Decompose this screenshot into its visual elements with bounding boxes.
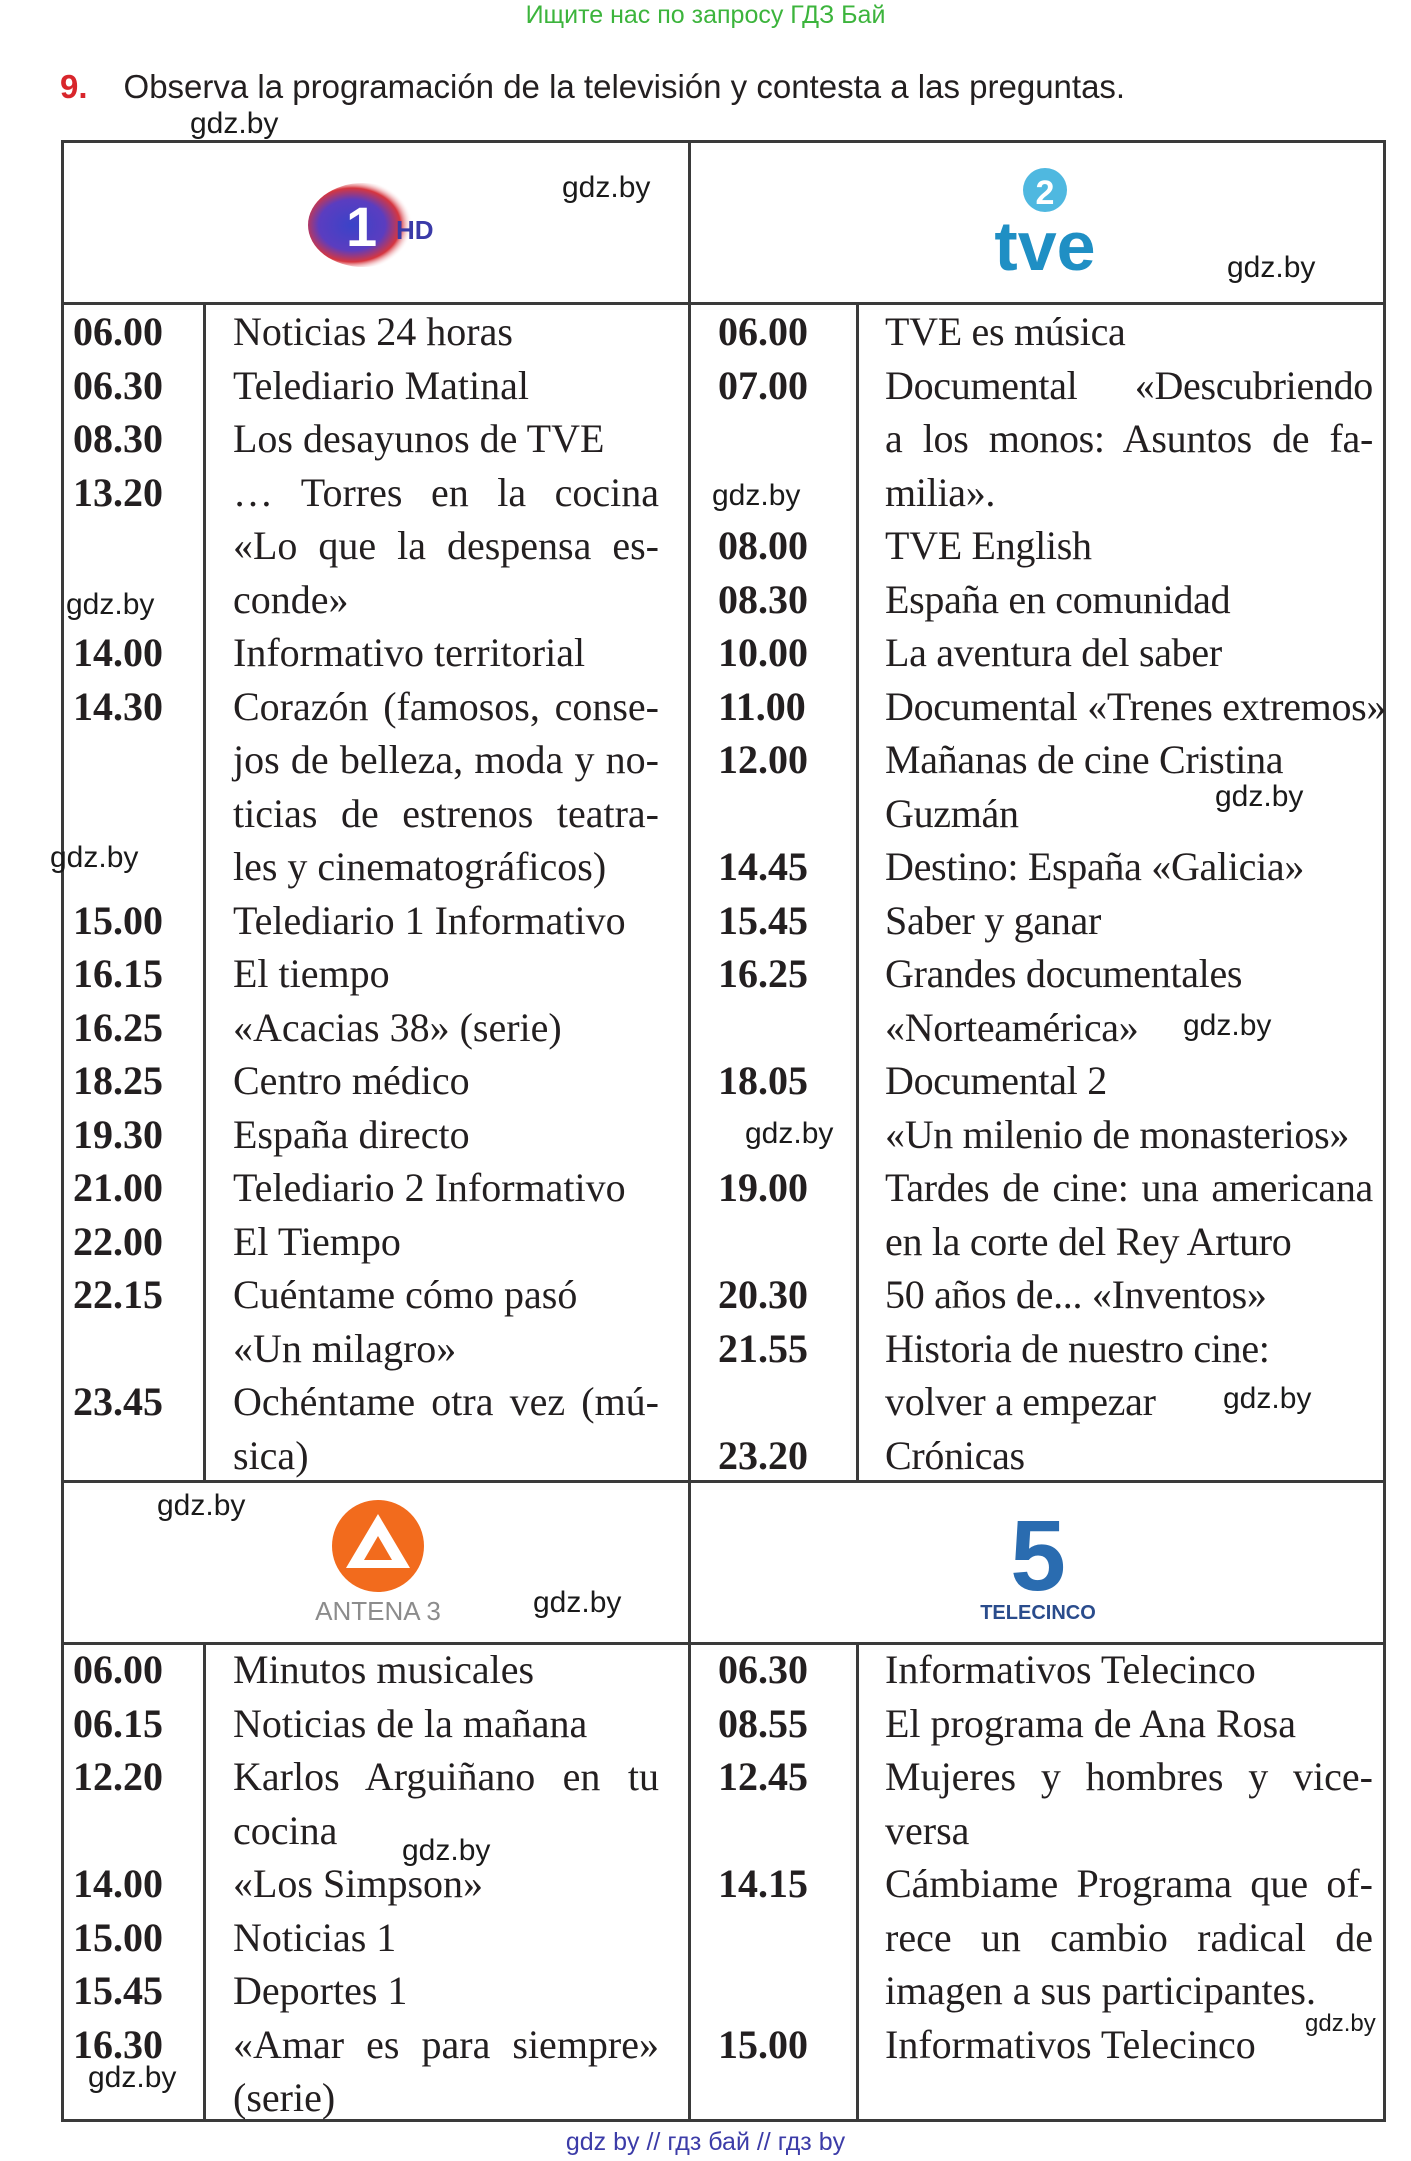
watermark-10: gdz.by (1223, 1382, 1312, 1415)
program-line: (serie) (233, 2075, 336, 2120)
telecinco-times (718, 1643, 848, 2071)
program-line: Karlos Arguiñano en tu (233, 1754, 659, 1799)
program-line: Informativo territorial (233, 630, 586, 675)
telecinco-logo-text: TELECINCO (980, 1602, 1096, 1624)
time-slot: 15.00 (73, 1914, 163, 1960)
program-line: Cámbiame Programa que of- (885, 1861, 1373, 1906)
program-line: Grandes documentales (885, 951, 1243, 996)
time-slot: 13.20 (73, 469, 163, 515)
program-line: España en comunidad (885, 576, 1231, 622)
program-line: ticias de estrenos teatra- (233, 790, 659, 836)
program-line: «Acacias 38» (serie) (233, 1004, 562, 1050)
time-divider-right-top (856, 302, 859, 1483)
time-slot: 18.25 (73, 1058, 163, 1103)
time-slot: 16.30 (73, 2021, 163, 2067)
program-line: Los desayunos de TVE (233, 416, 605, 461)
program-line: TVE English (885, 523, 1092, 568)
program-line: rece un cambio radical de (885, 1914, 1373, 1960)
la2-tve-logo (985, 160, 1105, 280)
program-line: Ochéntame otra vez (mú- (233, 1379, 659, 1424)
time-slot: 08.55 (718, 1700, 808, 1746)
watermark-8: gdz.by (1183, 1009, 1272, 1042)
la1-logo-number: 1 (346, 195, 378, 258)
watermark-11: gdz.by (157, 1489, 246, 1522)
program-line: Telediario 1 Informativo (233, 897, 626, 943)
telecinco-logo-number: 5 (1010, 1505, 1066, 1612)
program-line: conde» (233, 576, 349, 622)
time-slot: 12.00 (718, 737, 808, 782)
program-line: Telediario Matinal (233, 362, 529, 408)
watermark-5: gdz.by (66, 588, 155, 621)
program-line: «Los Simpson» (233, 1861, 484, 1906)
time-slot (718, 412, 848, 466)
program-line: Guzmán (885, 790, 1019, 836)
watermark-7: gdz.by (50, 841, 139, 874)
time-slot: 06.00 (73, 1647, 163, 1692)
time-slot (718, 1804, 848, 1858)
program-line: El Tiempo (233, 1218, 401, 1264)
time-slot: 19.30 (73, 1111, 163, 1157)
watermark-4: gdz.by (712, 479, 801, 512)
time-divider-left-bottom (203, 1645, 206, 2122)
time-slot: 22.00 (73, 1218, 163, 1264)
program-line: cocina (233, 1807, 338, 1853)
program-line: Crónicas (885, 1432, 1025, 1478)
program-line: Mujeres y hombres y vice- (885, 1754, 1373, 1799)
time-slot: 12.20 (73, 1754, 163, 1799)
program-line: … Torres en la cocina (233, 469, 659, 515)
la1-logo-hd: HD (396, 215, 434, 245)
telecinco-logo-graphic (975, 1505, 1115, 1630)
time-slot (73, 519, 201, 573)
time-slot (718, 1911, 848, 1965)
program-line: jos de belleza, moda y no- (233, 737, 659, 782)
time-slot: 14.00 (73, 630, 163, 675)
time-slot: 15.45 (73, 1968, 163, 2013)
program-line: Deportes 1 (233, 1968, 408, 2013)
program-line: Informativos Telecinco (885, 2021, 1256, 2067)
program-line: Minutos musicales (233, 1647, 535, 1692)
time-slot: 08.30 (73, 416, 163, 461)
program-line: España directo (233, 1111, 470, 1157)
program-line: «Lo que la despensa es- (233, 523, 659, 568)
telecinco-logo (975, 1505, 1115, 1630)
time-slot (73, 1322, 201, 1376)
program-line: les y cinematográficos) (233, 844, 607, 889)
program-line: volver a empezar (885, 1379, 1156, 1424)
time-slot: 15.00 (718, 2021, 808, 2067)
watermark-13: gdz.by (402, 1834, 491, 1867)
program-line: Centro médico (233, 1058, 470, 1103)
program-line: «Un milagro» (233, 1325, 457, 1371)
time-slot: 14.30 (73, 683, 163, 729)
watermark-12: gdz.by (533, 1586, 622, 1619)
time-slot: 23.45 (73, 1379, 163, 1424)
time-slot (718, 1215, 848, 1269)
program-line: Saber y ganar (885, 897, 1102, 943)
time-slot (718, 1375, 848, 1429)
program-line: TVE es música (885, 309, 1126, 354)
la2-programs (885, 305, 1387, 1482)
telecinco-programs (885, 1643, 1373, 2071)
time-slot: 22.15 (73, 1272, 163, 1317)
time-slot (718, 1964, 848, 2018)
antena3-logo-graphic (310, 1498, 460, 1628)
program-line: Noticias 1 (233, 1914, 397, 1960)
column-divider (688, 140, 691, 2122)
time-slot: 20.30 (718, 1272, 808, 1317)
program-line: en la corte del Rey Arturo (885, 1218, 1292, 1264)
program-line: a los monos: Asuntos de fa- (885, 416, 1373, 461)
antena3-programs (233, 1643, 659, 2125)
time-slot: 08.30 (718, 576, 808, 622)
la1-hd-logo (308, 180, 458, 270)
time-slot: 14.45 (718, 844, 808, 889)
exercise-heading (60, 68, 1125, 106)
watermark-3: gdz.by (1227, 251, 1316, 284)
watermark-1: gdz.by (190, 107, 279, 140)
program-line: El programa de Ana Rosa (885, 1700, 1296, 1746)
time-divider-left-top (203, 302, 206, 1483)
time-slot: 07.00 (718, 362, 808, 408)
program-line: Cuéntame cómo pasó (233, 1272, 578, 1317)
program-line: Noticias de la mañana (233, 1700, 588, 1746)
time-slot (73, 1429, 201, 1483)
program-line: Documental «Trenes extremos» (885, 683, 1387, 729)
program-line: «Norteamérica» (885, 1004, 1139, 1050)
program-line: Documental 2 (885, 1058, 1107, 1103)
la2-tve-logo-graphic (985, 160, 1105, 280)
time-slot (718, 1001, 848, 1055)
time-slot: 08.00 (718, 523, 808, 568)
time-slot: 23.20 (718, 1432, 808, 1478)
time-slot: 18.05 (718, 1058, 808, 1103)
time-slot: 06.30 (718, 1647, 808, 1692)
program-line: versa (885, 1807, 970, 1853)
time-slot (73, 733, 201, 787)
la1-times (73, 305, 201, 1482)
program-line: sica) (233, 1432, 309, 1478)
program-line: La aventura del saber (885, 630, 1222, 675)
time-slot: 10.00 (718, 630, 808, 675)
antena3-logo (310, 1498, 460, 1628)
la1-programs (233, 305, 659, 1482)
program-line: imagen a sus participantes. (885, 1968, 1316, 2013)
antena3-times (73, 1643, 201, 2125)
time-slot: 16.25 (718, 951, 808, 996)
watermark-14: gdz.by (1305, 2010, 1376, 2037)
program-line: Noticias 24 horas (233, 309, 513, 354)
program-line: Telediario 2 Informativo (233, 1165, 626, 1210)
time-slot (73, 787, 201, 841)
time-slot (718, 787, 848, 841)
time-slot: 11.00 (718, 683, 806, 729)
top-banner[interactable]: Ищите нас по запросу ГДЗ Бай (525, 1, 886, 29)
program-line: Documental «Descubriendo (885, 362, 1373, 408)
program-line: Mañanas de cine Cristina (885, 737, 1284, 782)
time-slot: 21.55 (718, 1325, 808, 1371)
program-line: Informativos Telecinco (885, 1647, 1256, 1692)
time-divider-right-bottom (856, 1645, 859, 2122)
watermark-6: gdz.by (1215, 780, 1304, 813)
time-slot: 21.00 (73, 1165, 163, 1210)
exercise-number: 9. (60, 68, 88, 105)
time-slot: 06.00 (718, 309, 808, 354)
program-line: 50 años de... «Inventos» (885, 1272, 1267, 1317)
time-slot: 15.45 (718, 897, 808, 943)
program-line: «Amar es para siempre» (233, 2021, 659, 2067)
program-line: Tardes de cine: una americana (885, 1165, 1373, 1210)
watermark-2: gdz.by (562, 171, 651, 204)
time-slot: 12.45 (718, 1754, 808, 1799)
footer-links[interactable]: gdz by // гдз бай // гдз by (565, 2128, 846, 2156)
program-line: El tiempo (233, 951, 390, 996)
program-line: «Un milenio de monasterios» (885, 1111, 1350, 1157)
la2-logo-number: 2 (1035, 174, 1055, 212)
watermark-15: gdz.by (88, 2061, 177, 2094)
program-line: Historia de nuestro cine: (885, 1325, 1270, 1371)
time-slot (73, 1804, 201, 1858)
exercise-instruction: Observa la programación de la televisión y contesta a las preguntas. (123, 68, 1126, 105)
program-line: Destino: España «Galicia» (885, 844, 1305, 889)
la2-logo-text: tve (994, 207, 1096, 280)
time-slot: 06.15 (73, 1700, 163, 1746)
program-line: milia». (885, 469, 996, 515)
time-slot: 19.00 (718, 1165, 808, 1210)
antena3-logo-text: ANTENA 3 (315, 1596, 441, 1626)
watermark-9: gdz.by (745, 1117, 834, 1150)
program-line: Corazón (famosos, conse- (233, 683, 659, 729)
time-slot: 06.30 (73, 362, 163, 408)
time-slot: 16.15 (73, 951, 163, 996)
time-slot: 14.00 (73, 1861, 163, 1906)
time-slot: 15.00 (73, 897, 163, 943)
time-slot: 06.00 (73, 309, 163, 354)
la1-hd-logo-graphic (308, 180, 458, 270)
time-slot: 16.25 (73, 1004, 163, 1050)
time-slot: 14.15 (718, 1861, 808, 1906)
